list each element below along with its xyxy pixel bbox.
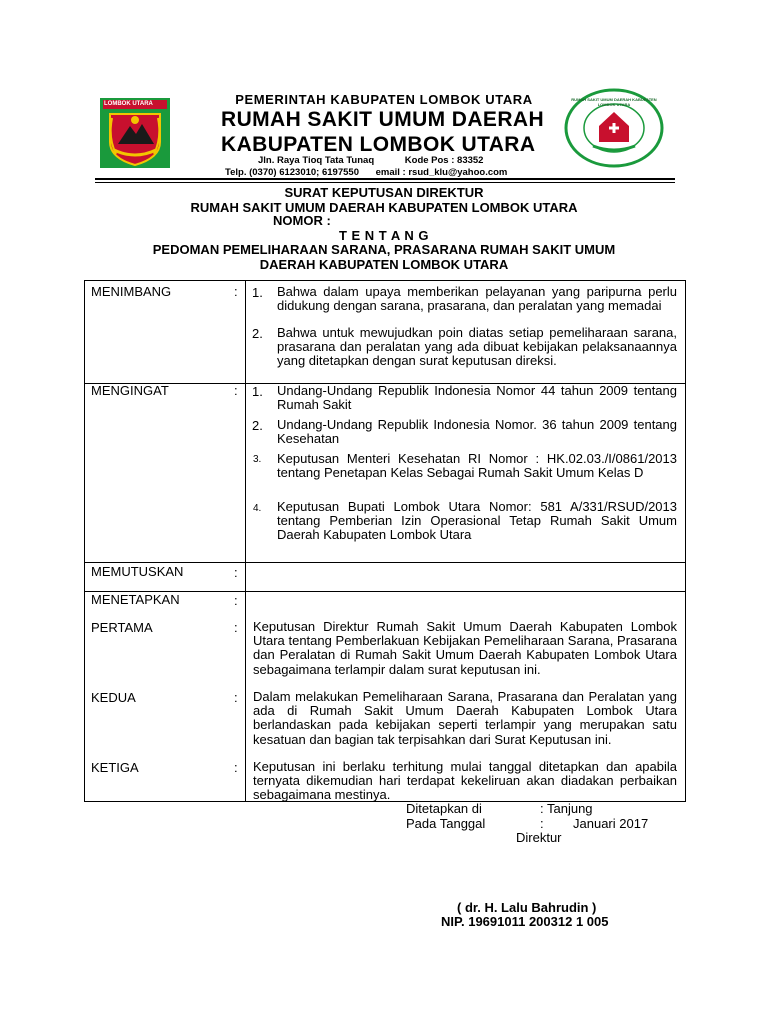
postal-code: Kode Pos : 83352 bbox=[404, 155, 484, 166]
hospital-name-line1: RUMAH SAKIT UMUM DAERAH bbox=[221, 108, 545, 131]
mengingat-item: Undang-Undang Republik Indonesia Nomor. 36 tahun 2009 tentang Kesehatan bbox=[277, 417, 677, 447]
letterhead-rule-thick bbox=[95, 178, 675, 180]
item-number: 1. bbox=[252, 285, 263, 300]
phone-numbers: Telp. (0370) 6123010; 6197550 bbox=[225, 167, 359, 178]
regency-emblem-icon bbox=[100, 98, 170, 168]
letterhead-rule-thin bbox=[95, 182, 675, 183]
item-number: 3. bbox=[253, 454, 262, 465]
label-colon: : bbox=[234, 593, 238, 608]
issued-at-value: : Tanjung bbox=[540, 801, 593, 816]
signatory-name: ( dr. H. Lalu Bahrudin ) bbox=[457, 900, 597, 915]
address-line bbox=[258, 155, 483, 166]
decree-subject-line2: DAERAH KABUPATEN LOMBOK UTARA bbox=[259, 257, 509, 272]
pertama-text: Keputusan Direktur Rumah Sakit Umum Daerah Kabupaten Lombok Utara tentang Pemberlakuan Kebijakan Pemeliharaan Sarana, Prasarana dan Peralatan di Rumah Sakit Umum Daerah Kabupaten Lombok Utara sebagaimana terlampir dalam surat keputusan ini. bbox=[253, 619, 677, 677]
regency-logo bbox=[100, 98, 170, 168]
signatory-nip: NIP. 19691011 200312 1 005 bbox=[441, 914, 609, 929]
section-label-menimbang: MENIMBANG bbox=[91, 284, 172, 299]
signatory-position: Direktur bbox=[516, 830, 562, 845]
issued-date-label: Pada Tanggal bbox=[406, 816, 486, 831]
decree-about: T E N T A N G bbox=[338, 228, 430, 243]
column-divider bbox=[245, 280, 246, 802]
item-number: 4. bbox=[253, 503, 262, 514]
mengingat-item: Keputusan Menteri Kesehatan RI Nomor : HK.02.03./I/0861/2013 tentang Penetapan Kelas Sebagai Rumah Sakit Umum Kelas D bbox=[277, 451, 677, 481]
label-colon: : bbox=[234, 565, 238, 580]
issued-date-colon: : bbox=[540, 816, 544, 831]
label-colon: : bbox=[234, 690, 238, 705]
label-colon: : bbox=[234, 620, 238, 635]
mengingat-item: Undang-Undang Republik Indonesia Nomor 44 tahun 2009 tentang Rumah Sakit bbox=[277, 383, 677, 413]
section-label-ketiga: KETIGA bbox=[91, 760, 139, 775]
government-name: PEMERINTAH KABUPATEN LOMBOK UTARA bbox=[235, 92, 533, 107]
decree-number: NOMOR : bbox=[273, 213, 331, 228]
menimbang-item: Bahwa dalam upaya memberikan pelayanan yang paripurna perlu didukung dengan sarana, prasarana, dan peralatan yang memadai bbox=[277, 284, 677, 314]
mengingat-item: Keputusan Bupati Lombok Utara Nomor: 581 A/331/RSUD/2013 tentang Pemberian Izin Operasional Tetap Rumah Sakit Umum Daerah Kabupaten Lombok Utara bbox=[277, 499, 677, 543]
section-label-menetapkan: MENETAPKAN bbox=[91, 592, 180, 607]
item-number: 2. bbox=[252, 326, 263, 341]
label-colon: : bbox=[234, 760, 238, 775]
logo-left-label: LOMBOK UTARA bbox=[104, 101, 153, 107]
section-label-memutuskan: MEMUTUSKAN bbox=[91, 564, 184, 579]
kedua-text: Dalam melakukan Pemeliharaan Sarana, Prasarana dan Peralatan yang ada di Rumah Sakit Umum Daerah Kabupaten Lombok Utara berlandaskan pada kebijakan seperti terlampir yang merupakan satu kesatuan dan bagian tak terpisahkan dari Surat Keputusan ini. bbox=[253, 689, 677, 747]
contact-line bbox=[225, 167, 507, 178]
ketiga-text: Keputusan ini berlaku terhitung mulai tanggal ditetapkan dan apabila ternyata dikemudian hari terdapat kekeliruan akan diadakan perbaikan sebagaimana mestinya. bbox=[253, 759, 677, 803]
logo-right-text: RUMAH SAKIT UMUM DAERAH KABUPATEN LOMBOK UTARA bbox=[571, 97, 657, 107]
section-label-pertama: PERTAMA bbox=[91, 620, 153, 635]
item-number: 2. bbox=[252, 418, 263, 433]
issued-date-value: Januari 2017 bbox=[573, 816, 649, 831]
hospital-name-line2: KABUPATEN LOMBOK UTARA bbox=[221, 133, 536, 156]
email-address: email : rsud_klu@yahoo.com bbox=[375, 167, 508, 178]
section-label-mengingat: MENGINGAT bbox=[91, 383, 169, 398]
row-divider bbox=[84, 562, 686, 563]
decree-institution: RUMAH SAKIT UMUM DAERAH KABUPATEN LOMBOK UTARA bbox=[190, 200, 578, 215]
item-number: 1. bbox=[252, 384, 263, 399]
section-label-kedua: KEDUA bbox=[91, 690, 136, 705]
menimbang-item: Bahwa untuk mewujudkan poin diatas setiap pemeliharaan sarana, prasarana dan peralatan yang ada dibuat kebijakan pelaksanaannya yang ditetapkan dengan surat keputusan direksi. bbox=[277, 325, 677, 369]
label-colon: : bbox=[234, 383, 238, 398]
decree-title: SURAT KEPUTUSAN DIREKTUR bbox=[284, 185, 484, 200]
issued-at-label: Ditetapkan di bbox=[406, 801, 482, 816]
street-address: Jln. Raya Tioq Tata Tunaq bbox=[258, 155, 375, 166]
decree-subject-line1: PEDOMAN PEMELIHARAAN SARANA, PRASARANA RUMAH SAKIT UMUM bbox=[152, 242, 616, 257]
label-colon: : bbox=[234, 284, 238, 299]
